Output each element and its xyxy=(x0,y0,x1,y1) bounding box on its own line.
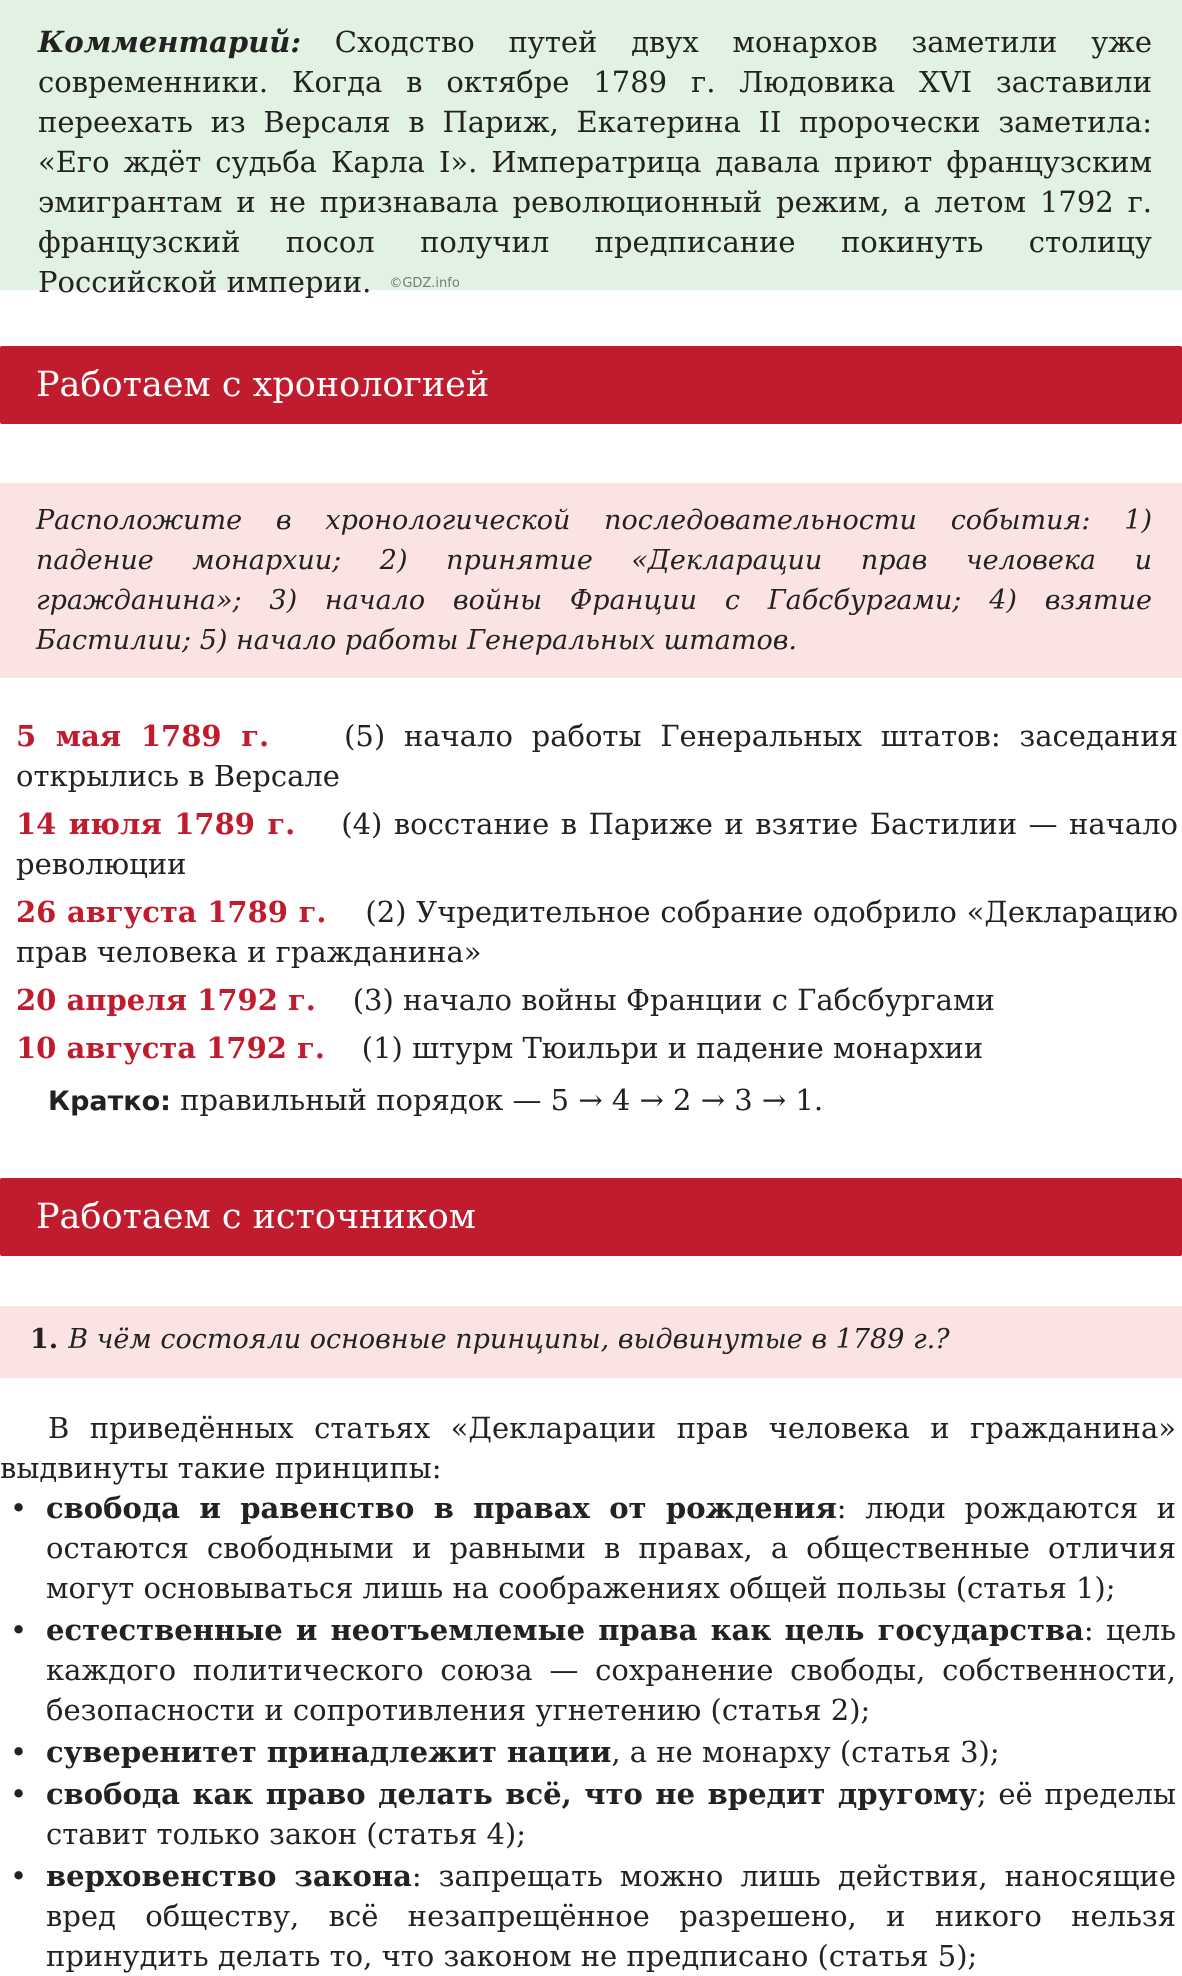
principle-term: свобода и равенство в правах от рождения xyxy=(46,1491,837,1525)
list-item xyxy=(0,1856,1176,1976)
timeline-text: (2) Учредительное собрание одобрило «Декларацию прав человека и гражданина» xyxy=(16,895,1179,969)
principle-term: свобода как право делать всё, что не вредит другому xyxy=(46,1777,977,1811)
principle-term: суверенитет принадлежит нации xyxy=(46,1735,612,1769)
timeline-date: 20 апреля 1792 г. xyxy=(16,983,316,1017)
bullet-icon: • xyxy=(10,1491,28,1525)
timeline-date: 5 мая 1789 г. xyxy=(16,719,270,753)
timeline-date: 14 июля 1789 г. xyxy=(16,807,296,841)
principle-text: , а не монарху (статья 3); xyxy=(611,1735,1000,1769)
commentary-label: Комментарий: xyxy=(38,25,302,59)
timeline-item xyxy=(0,716,1182,796)
chronology-task: Расположите в хронологической последовательности события: 1) падение монархии; 2) принятие «Декларации прав человека и гражданина»; 3) начало войны Франции с Габсбургами; 4) взятие Бастилии; 5) начало работы Генеральных штатов. xyxy=(0,483,1182,678)
list-item xyxy=(0,1774,1176,1854)
commentary-box xyxy=(0,0,1182,299)
timeline-text: (1) штурм Тюильри и падение монархии xyxy=(361,1031,984,1065)
timeline-text: (5) начало работы Генеральных штатов: заседания открылись в Версале xyxy=(16,719,1179,793)
principle-term: естественные и неотъемлемые права как цель государства xyxy=(46,1613,1084,1647)
answer xyxy=(0,1408,1182,1976)
timeline-item xyxy=(0,892,1182,972)
timeline-text: (3) начало войны Франции с Габсбургами xyxy=(352,983,995,1017)
section-header-source: Работаем с источником xyxy=(0,1178,1182,1256)
timeline xyxy=(0,716,1182,1122)
principle-term: верховенство закона xyxy=(46,1859,412,1893)
timeline-item xyxy=(0,1028,1182,1068)
task-question: В чём состояли основные принципы, выдвинутые в 1789 г.? xyxy=(68,1324,950,1355)
principle-text: ; её пределы ставит только закон (статья 4); xyxy=(46,1777,1176,1851)
bullet-icon: • xyxy=(10,1735,28,1769)
bullet-icon: • xyxy=(10,1859,28,1893)
list-item xyxy=(0,1488,1176,1608)
summary xyxy=(48,1080,1182,1122)
principle-text: : люди рождаются и остаются свободными и равными в правах, а общественные отличия могут основываться лишь на соображениях общей пользы (статья 1); xyxy=(46,1491,1176,1605)
summary-label: Кратко: xyxy=(48,1086,171,1117)
list-item xyxy=(0,1610,1176,1730)
bullet-icon: • xyxy=(10,1613,28,1647)
task-number: 1. xyxy=(30,1324,59,1355)
section-header-chronology: Работаем с хронологией xyxy=(0,346,1182,424)
copyright-mark: ©GDZ.info xyxy=(389,276,460,291)
timeline-item xyxy=(0,980,1182,1020)
timeline-date: 26 августа 1789 г. xyxy=(16,895,327,929)
principles-list xyxy=(0,1488,1176,1976)
principle-text: : цель каждого политического союза — сохранение свободы, собственности, безопасности и сопротивления угнетению (статья 2); xyxy=(46,1613,1176,1727)
commentary-text: Сходство путей двух монархов заметили уже современники. Когда в октябре 1789 г. Людовика XVI заставили переехать из Версаля в Париж, Екатерина II пророчески заметила: «Его ждёт судьба Карла I». Императрица давала приют французским эмигрантам и не признавала революционный режим, а летом 1792 г. французский посол получил предписание покинуть столицу Российской империи. xyxy=(38,25,1152,299)
principle-text: : запрещать можно лишь действия, наносящие вред обществу, всё незапрещённое разрешено, и никого нельзя принудить делать то, что законом не предписано (статья 5); xyxy=(46,1859,1176,1973)
answer-intro: В приведённых статьях «Декларации прав человека и гражданина» выдвинуты такие принципы: xyxy=(0,1411,1176,1485)
list-item xyxy=(0,1732,1176,1772)
bullet-icon: • xyxy=(10,1777,28,1811)
timeline-date: 10 августа 1792 г. xyxy=(16,1031,325,1065)
source-task xyxy=(0,1306,1182,1378)
timeline-item xyxy=(0,804,1182,884)
summary-text: правильный порядок — 5 → 4 → 2 → 3 → 1. xyxy=(170,1083,824,1117)
timeline-text: (4) восстание в Париже и взятие Бастилии — начало революции xyxy=(16,807,1179,881)
